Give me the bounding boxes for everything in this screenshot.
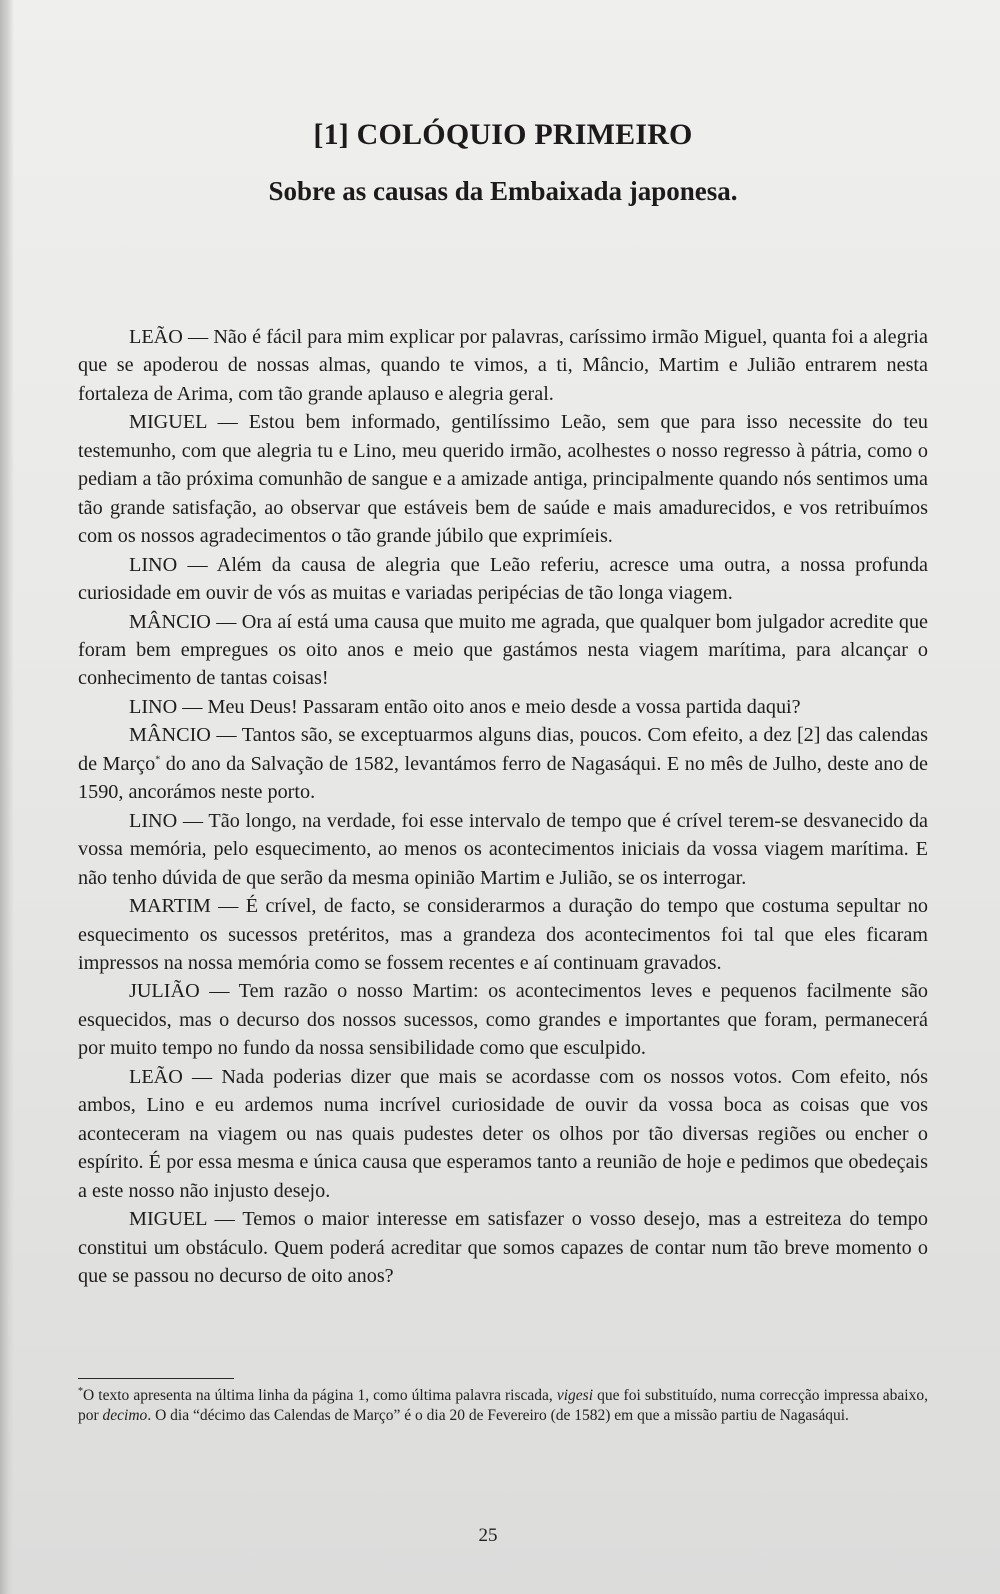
paragraph-text: Além da causa de alegria que Leão referiu, acresce uma outra, a nossa profunda curiosidade em ouvir de vós as muitas e variadas peripécias de tão longa viagem. (78, 553, 928, 605)
dialogue-paragraph (78, 1205, 928, 1290)
footnote-reference[interactable]: * (155, 754, 161, 766)
speaker-name: LINO (129, 809, 178, 832)
paragraph-text: Meu Deus! Passaram então oito anos e meio desde a vossa partida daqui? (207, 695, 801, 718)
footnote-text: O texto apresenta na última linha da página 1, como última palavra riscada, (83, 1387, 557, 1404)
dialogue-paragraph (78, 693, 928, 721)
em-dash: — (177, 809, 209, 832)
footnote (78, 1386, 928, 1426)
dialogue-paragraph (78, 1063, 928, 1205)
paragraph-text: Não é fácil para mim explicar por palavras, caríssimo irmão Miguel, quanta foi a alegria que se apoderou de nossas almas, quando te vimos, a ti, Mâncio, Martim e Julião entrarem nesta fortaleza de Arima, com tão grande aplauso e alegria geral. (78, 326, 928, 405)
paragraph-text: Tem razão o nosso Martim: os acontecimentos leves e pequenos facilmente são esquecidos, mas o decurso dos nossos sucessos, como grandes e importantes que foram, permanecerá por muito tempo no fundo da nossa sensibilidade como que esculpido. (78, 980, 928, 1060)
speaker-name: JULIÃO (129, 980, 200, 1003)
dialogue-paragraph (78, 408, 928, 550)
dialogue-paragraph (78, 977, 928, 1062)
em-dash: — (210, 895, 246, 918)
paragraph-text-continued: do ano da Salvação de 1582, levantámos ferro de Nagasáqui. E no mês de Julho, deste ano de 1590, ancorámos neste porto. (78, 752, 928, 804)
footnote-text: que foi substituído, numa correcção impressa abaixo, por (78, 1387, 928, 1424)
em-dash: — (177, 695, 208, 718)
speaker-name: LEÃO (129, 326, 183, 348)
dialogue-paragraph (78, 721, 928, 806)
paragraph-text: Tão longo, na verdade, foi esse intervalo de tempo que é crível terem-se desvanecido da vossa memória, pelo esquecimento, ao menos os acontecimentos iniciais da vossa viagem marítima. E não tenho dúvida de que serão da mesma opinião Martim e Julião, se os interrogar. (78, 809, 928, 889)
chapter-title: [1] COLÓQUIO PRIMEIRO (313, 118, 693, 151)
em-dash: — (206, 411, 249, 434)
dialogue-paragraph (78, 892, 928, 977)
paragraph-text: Estou bem informado, gentilíssimo Leão, sem que para isso necessite do teu testemunho, com que alegria tu e Lino, meu querido irmão, acolhestes o nosso regresso à pátria, como o pediam a tão próxima comunhão de sangue e a amizade antiga, principalmente quando nós sentimos uma tão grande satisfação, ao observar que estáveis bem de saúde e mais amadurecidos, e vos retribuímos com os nossos agradecimentos o tão grande júbilo que exprimíeis. (78, 411, 928, 548)
dialogue-body (78, 323, 928, 1290)
book-page (78, 0, 928, 1594)
footnote-marker: * (78, 1385, 83, 1397)
paragraph-text: Tantos são, se exceptuarmos alguns dias, poucos. Com efeito, a dez [2] das calendas de Março (78, 724, 928, 775)
em-dash: — (210, 610, 242, 633)
em-dash: — (210, 724, 242, 747)
speaker-name: MIGUEL (129, 411, 207, 434)
paragraph-text: Ora aí está uma causa que muito me agrada, que qualquer bom julgador acredite que foram bem empregues os oito anos e meio que gastámos nesta viagem marítima, para alcançar o conhecimento de tantas coisas! (78, 610, 929, 690)
page-gutter-shadow (0, 0, 14, 1594)
em-dash: — (199, 980, 239, 1003)
paragraph-text: É crível, de facto, se considerarmos a duração do tempo que costuma sepultar no esquecimento os sucessos pretéritos, mas a grandeza dos acontecimentos foi tal que eles ficaram impressos na nossa memória como se fossem recentes e aí continuam gravados. (78, 895, 929, 974)
speaker-name: MARTIM (129, 895, 211, 918)
footnote-italic-word: decimo (102, 1407, 148, 1424)
speaker-name: LINO (129, 695, 178, 718)
em-dash: — (206, 1208, 243, 1231)
chapter-subtitle: Sobre as causas da Embaixada japonesa. (268, 176, 738, 206)
dialogue-paragraph (78, 323, 928, 408)
speaker-name: LEÃO (129, 1065, 183, 1088)
dialogue-paragraph (78, 807, 928, 892)
em-dash: — (182, 326, 214, 348)
dialogue-paragraph (78, 608, 928, 693)
paragraph-text: Nada poderias dizer que mais se acordasse com os nossos votos. Com efeito, nós ambos, Lino e eu ardemos numa incrível curiosidade de ouvir da vossa boca as coisas que vos aconteceram na viagem ou nas quais pudestes deter os olhos por tão diversas regiões ou encher o espírito. É por essa mesma e única causa que esperamos tanto a reunião de hoje e pedimos que obedeçais a este nosso não injusto desejo. (78, 1065, 928, 1202)
page-number: 25 (478, 1525, 498, 1546)
speaker-name: LINO (129, 553, 178, 576)
speaker-name: MÂNCIO (129, 724, 211, 747)
footnote-divider (78, 1378, 234, 1379)
em-dash: — (177, 553, 217, 576)
footnote-text: . O dia “décimo das Calendas de Março” é o dia 20 de Fevereiro (de 1582) em que a missão partiu de Nagasáqui. (147, 1407, 849, 1424)
em-dash: — (182, 1065, 222, 1088)
speaker-name: MÂNCIO (129, 610, 211, 633)
paragraph-text: Temos o maior interesse em satisfazer o vosso desejo, mas a estreiteza do tempo constitui um obstáculo. Quem poderá acreditar que somos capazes de contar num tão breve momento o que se passou no decurso de oito anos? (78, 1208, 928, 1287)
footnote-italic-word: vigesi (556, 1387, 594, 1404)
speaker-name: MIGUEL (129, 1208, 207, 1231)
dialogue-paragraph (78, 551, 928, 608)
